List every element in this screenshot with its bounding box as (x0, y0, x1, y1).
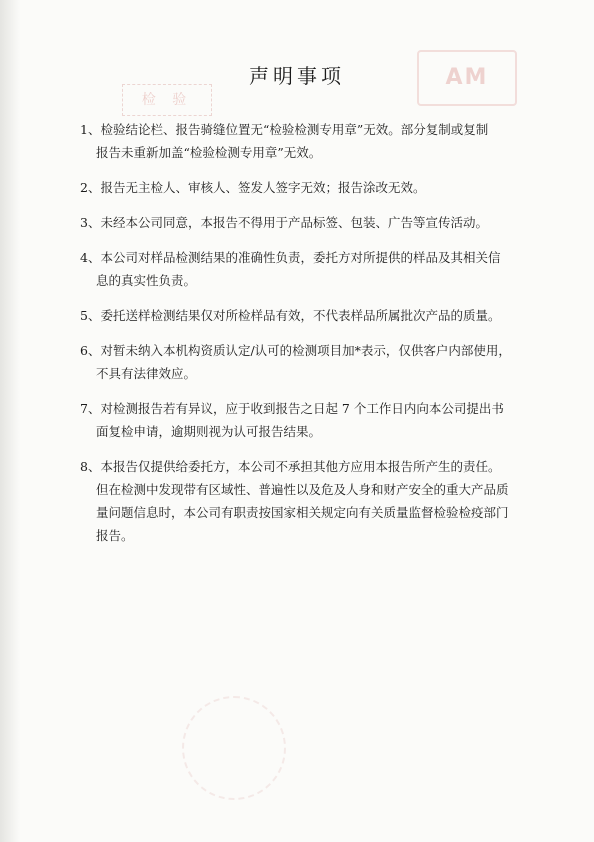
declaration-list (80, 118, 566, 559)
declaration-item-text: 4、本公司对样品检测结果的准确性负责，委托方对所提供的样品及其相关信 (80, 250, 501, 265)
declaration-item-text: 3、未经本公司同意，本报告不得用于产品标签、包装、广告等宣传活动。 (80, 215, 488, 230)
declaration-item-continuation: 但在检测中发现带有区域性、普遍性以及危及人身和财产安全的重大产品质 (96, 482, 509, 497)
declaration-item (80, 339, 566, 385)
seal-stamp-left-text: 检 验 (141, 92, 193, 108)
page-title: 声明事项 (249, 64, 345, 88)
declaration-item-continuation: 不具有法律效应。 (96, 366, 197, 381)
declaration-item-text: 6、对暂未纳入本机构资质认定/认可的检测项目加*表示，仅供客户内部使用， (80, 343, 511, 358)
scan-edge-shade (0, 0, 20, 842)
declaration-item-continuation: 面复检申请，逾期则视为认可报告结果。 (96, 424, 322, 439)
declaration-item (80, 118, 566, 164)
declaration-item (80, 176, 566, 199)
declaration-item-continuation: 报告。 (96, 528, 134, 543)
declaration-item-continuation: 量问题信息时，本公司有职责按国家相关规定向有关质量监督检验检疫部门 (96, 505, 509, 520)
seal-stamp-right-text: AM (445, 65, 489, 90)
declaration-item (80, 455, 566, 547)
declaration-item-continuation: 报告未重新加盖“检验检测专用章”无效。 (96, 145, 322, 160)
declaration-item-text: 7、对检测报告若有异议，应于收到报告之日起 7 个工作日内向本公司提出书 (80, 401, 504, 416)
declaration-item-text: 1、检验结论栏、报告骑缝位置无“检验检测专用章”无效。部分复制或复制 (80, 122, 489, 137)
declaration-item-text: 2、报告无主检人、审核人、签发人签字无效；报告涂改无效。 (80, 180, 426, 195)
declaration-item-text: 8、本报告仅提供给委托方，本公司不承担其他方应用本报告所产生的责任。 (80, 459, 501, 474)
declaration-item (80, 211, 566, 234)
declaration-item-continuation: 息的真实性负责。 (96, 273, 197, 288)
declaration-item (80, 246, 566, 292)
declaration-item (80, 304, 566, 327)
seal-stamp-bottom (182, 696, 286, 800)
declaration-item (80, 397, 566, 443)
declaration-item-text: 5、委托送样检测结果仅对所检样品有效，不代表样品所属批次产品的质量。 (80, 308, 501, 323)
